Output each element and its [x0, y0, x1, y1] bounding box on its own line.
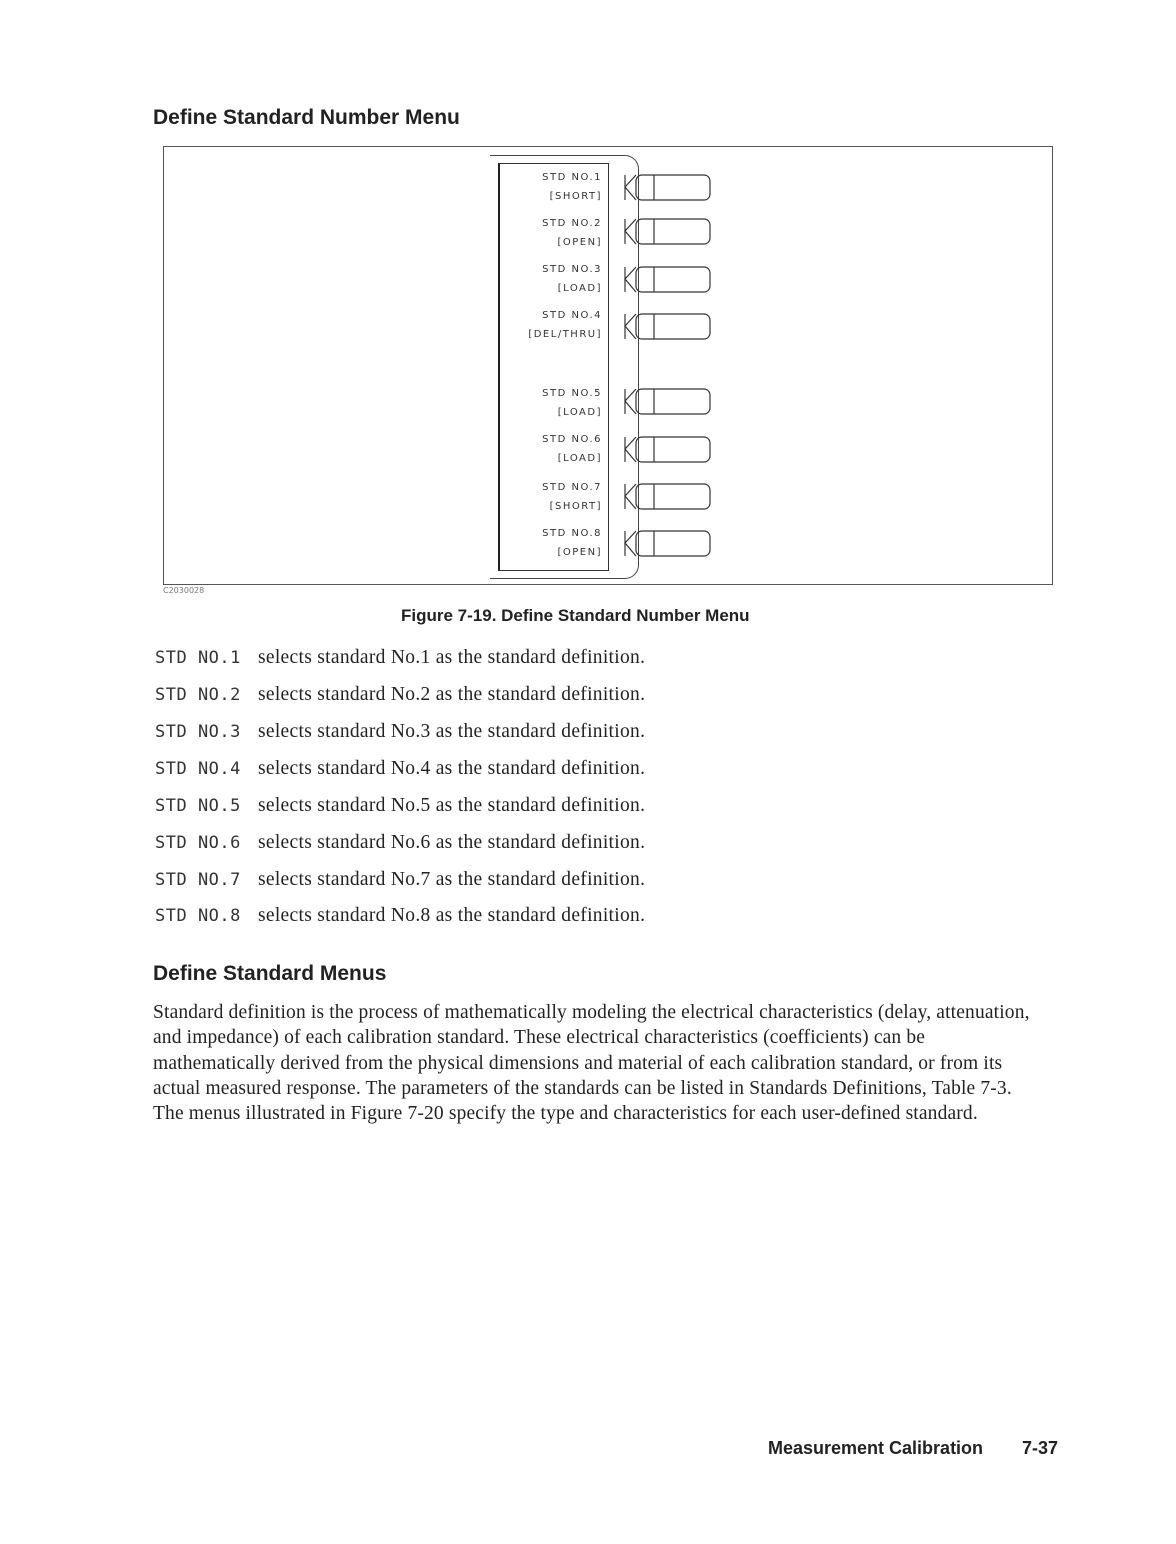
- softkey-name: STD NO.8: [155, 906, 241, 926]
- softkey-name: STD NO.7: [155, 870, 241, 890]
- softkey-button-7[interactable]: [622, 483, 712, 509]
- definition-text: selects standard No.1 as the standard definition.: [258, 647, 646, 668]
- softkey-pointer-icon: [622, 436, 714, 464]
- softkey-pointer-icon: [622, 388, 714, 416]
- definition-item: [155, 832, 645, 854]
- definition-text: selects standard No.7 as the standard definition.: [258, 869, 646, 890]
- figure-caption: Figure 7-19. Define Standard Number Menu: [401, 606, 750, 625]
- softkey-label-std-no-7: STD NO.7 [SHORT]: [542, 482, 602, 512]
- definition-text: selects standard No.4 as the standard definition.: [258, 758, 646, 779]
- softkey-label-std-no-8: STD NO.8 [OPEN]: [542, 528, 602, 558]
- softkey-button-5[interactable]: [622, 388, 712, 414]
- softkey-label-std-no-2: STD NO.2 [OPEN]: [542, 218, 602, 248]
- softkey-name: STD NO.3: [155, 722, 241, 742]
- section-title-define-standard-menus: Define Standard Menus: [153, 962, 387, 985]
- softkey-button-4[interactable]: [622, 313, 712, 339]
- softkey-label-std-no-5: STD NO.5 [LOAD]: [542, 388, 602, 418]
- figure-code: C2030028: [163, 586, 205, 595]
- definition-item: [155, 795, 645, 817]
- footer-page-number: 7-37: [1022, 1438, 1059, 1458]
- softkey-button-1[interactable]: [622, 174, 712, 200]
- softkey-label-std-no-4: STD NO.4 [DEL/THRU]: [528, 310, 602, 340]
- softkey-pointer-icon: [622, 483, 714, 511]
- definition-item: [155, 758, 645, 780]
- softkey-name: STD NO.2: [155, 685, 241, 705]
- definition-text: selects standard No.5 as the standard definition.: [258, 795, 646, 816]
- softkey-name: STD NO.6: [155, 833, 241, 853]
- definition-text: selects standard No.2 as the standard definition.: [258, 684, 646, 705]
- softkey-pointer-icon: [622, 174, 714, 202]
- softkey-pointer-icon: [622, 266, 714, 294]
- softkey-button-3[interactable]: [622, 266, 712, 292]
- definition-item: [155, 647, 645, 669]
- softkey-button-8[interactable]: [622, 530, 712, 556]
- softkey-label-std-no-3: STD NO.3 [LOAD]: [542, 264, 602, 294]
- body-paragraph: Standard definition is the process of mathematically modeling the electrical characteristics (delay, attenuation, and impedance) of each calibration standard. These electrical characteristics (coefficients) can be mathematically derived from the physical dimensions and material of each calibration standard, or from its actual measured response. The parameters of the standards can be listed in Standards Definitions, Table 7-3. The menus illustrated in Figure 7-20 specify the type and characteristics for each user-defined standard.: [153, 1002, 1030, 1125]
- softkey-name: STD NO.1: [155, 648, 241, 668]
- softkey-pointer-icon: [622, 313, 714, 341]
- softkey-button-2[interactable]: [622, 218, 712, 244]
- section-title-define-standard-number-menu: Define Standard Number Menu: [153, 106, 460, 129]
- softkey-pointer-icon: [622, 218, 714, 246]
- definition-text: selects standard No.8 as the standard definition.: [258, 905, 646, 926]
- definition-text: selects standard No.6 as the standard definition.: [258, 832, 646, 853]
- softkey-pointer-icon: [622, 530, 714, 558]
- softkey-name: STD NO.5: [155, 796, 241, 816]
- definition-item: [155, 684, 645, 706]
- softkey-label-std-no-6: STD NO.6 [LOAD]: [542, 434, 602, 464]
- softkey-label-std-no-1: STD NO.1 [SHORT]: [542, 172, 602, 202]
- definition-item: [155, 721, 645, 743]
- softkey-name: STD NO.4: [155, 759, 241, 779]
- definition-text: selects standard No.3 as the standard definition.: [258, 721, 646, 742]
- definition-item: [155, 905, 645, 927]
- footer-section-name: Measurement Calibration: [768, 1438, 984, 1458]
- softkey-button-6[interactable]: [622, 436, 712, 462]
- definition-item: [155, 869, 645, 891]
